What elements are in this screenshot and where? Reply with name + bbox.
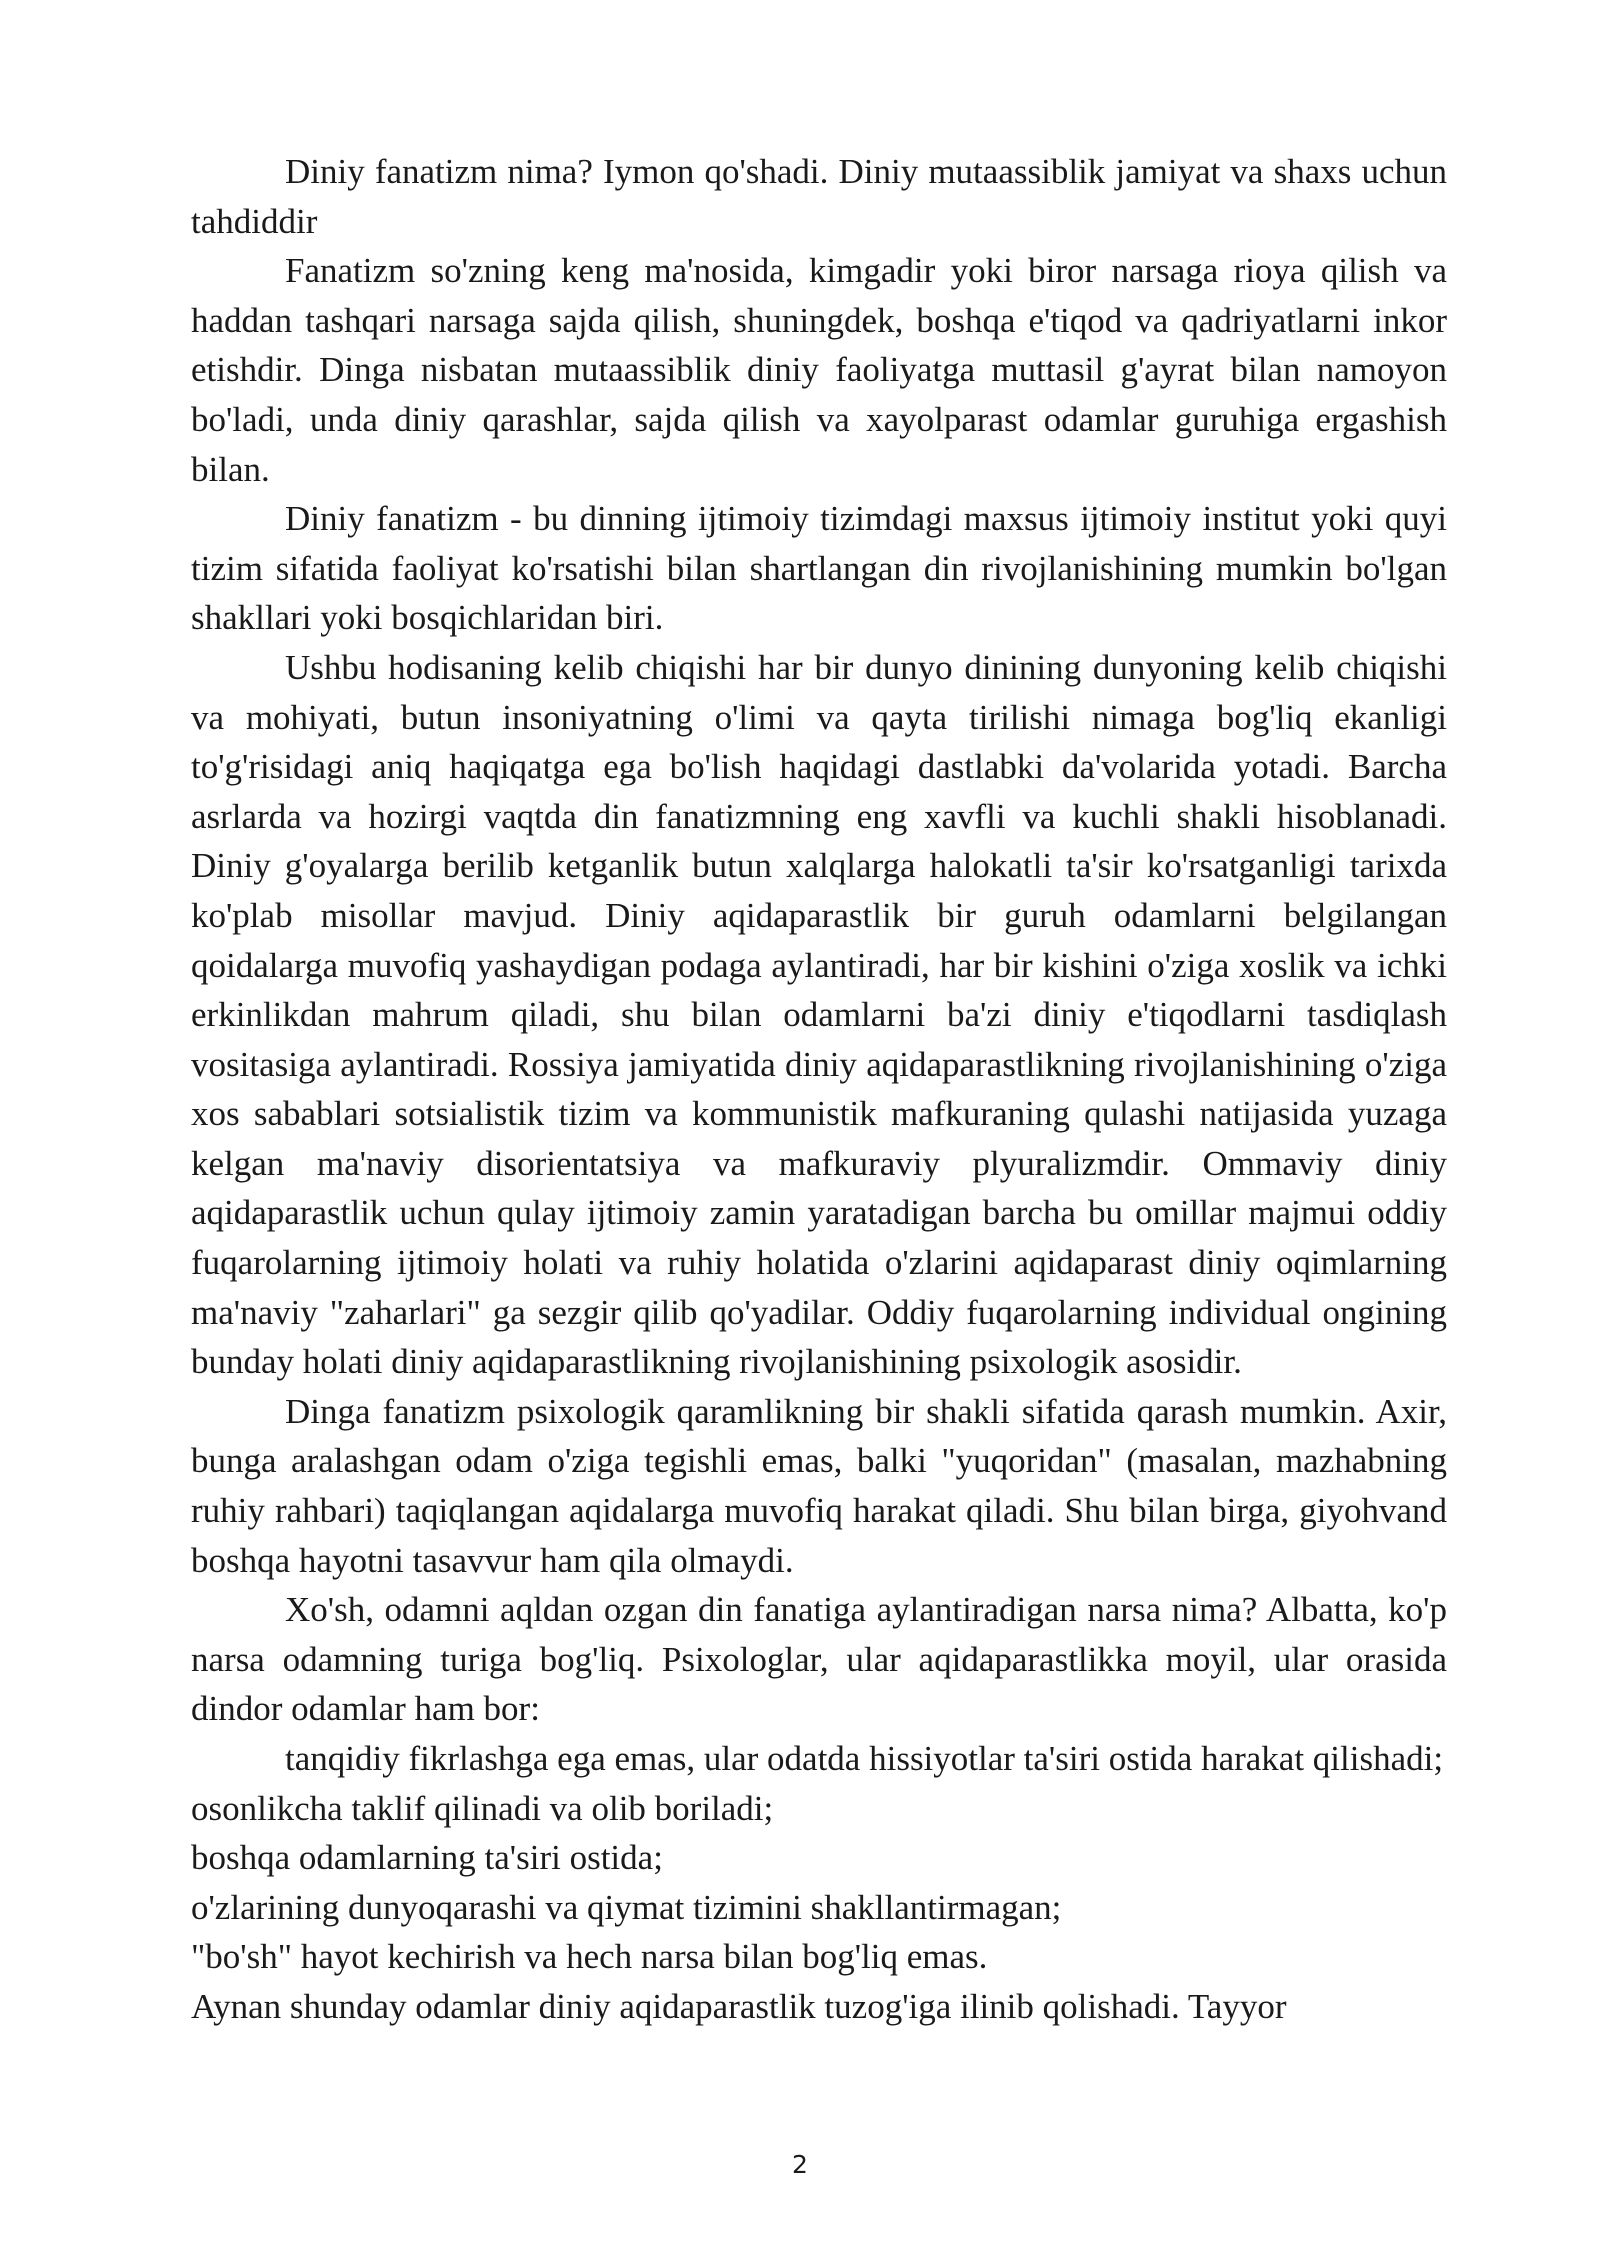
list-item: osonlikcha taklif qilinadi va olib boriladi; [191, 1788, 774, 1828]
paragraph: Diniy fanatizm - bu dinning ijtimoiy tizimdagi maxsus ijtimoiy institut yoki quyi tizim sifatida faoliyat ko'rsatishi bilan shartlangan din rivojlanishining mumkin bo'lgan shakllari yoki bosqichlaridan biri. [191, 499, 1447, 638]
list-item: tanqidiy fikrlashga ega emas, ular odatda hissiyotlar ta'siri ostida harakat qilishadi; [285, 1739, 1444, 1778]
paragraph-title: Diniy fanatizm nima? Iymon qo'shadi. Diniy mutaassiblik jamiyat va shaxs uchun tahdiddir [191, 152, 1447, 241]
paragraph: Xo'sh, odamni aqldan ozgan din fanatiga aylantiradigan narsa nima? Albatta, ko'p narsa odamning turiga bog'liq. Psixologlar, ular aqidaparastlikka moyil, ular orasida dindor odamlar ham bor: [191, 1590, 1447, 1729]
list-item: "bo'sh" hayot kechirish va hech narsa bilan bog'liq emas. [191, 1937, 988, 1977]
document-body [191, 147, 1447, 2032]
page-number: 2 [792, 2150, 808, 2179]
paragraph: Ushbu hodisaning kelib chiqishi har bir dunyo dinining dunyoning kelib chiqishi va mohiyati, butun insoniyatning o'limi va qayta tirilishi nimaga bog'liq ekanligi to'g'risidagi aniq haqiqatga ega bo'lish haqidagi dastlabki da'volarida yotadi. Barcha asrlarda va hozirgi vaqtda din fanatizmning eng xavfli va kuchli shakli hisoblanadi. Diniy g'oyalarga berilib ketganlik butun xalqlarga halokatli ta'sir ko'rsatganligi tarixda ko'plab misollar mavjud. Diniy aqidaparastlik bir guruh odamlarni belgilangan qoidalarga muvofiq yashaydigan podaga aylantiradi, har bir kishini o'ziga xoslik va ichki erkinlikdan mahrum qiladi, shu bilan odamlarni ba'zi diniy e'tiqodlarni tasdiqlash vositasiga aylantiradi. Rossiya jamiyatida diniy aqidaparastlikning rivojlanishining o'ziga xos sabablari sotsialistik tizim va kommunistik mafkuraning qulashi natijasida yuzaga kelgan ma'naviy disorientatsiya va mafkuraviy plyuralizmdir. Ommaviy diniy aqidaparastlik uchun qulay ijtimoiy zamin yaratadigan barcha bu omillar majmui oddiy fuqarolarning ijtimoiy holati va ruhiy holatida o'zlarini aqidaparast diniy oqimlarning ma'naviy "zaharlari" ga sezgir qilib qo'yadilar. Oddiy fuqarolarning individual ongining bunday holati diniy aqidaparastlikning rivojlanishining psixologik asosidir. [191, 647, 1447, 1382]
paragraph: Dinga fanatizm psixologik qaramlikning bir shakli sifatida qarash mumkin. Axir, bunga aralashgan odam o'ziga tegishli emas, balki "yuqoridan" (masalan, mazhabning ruhiy rahbari) taqiqlangan aqidalarga muvofiq harakat qiladi. Shu bilan birga, giyohvand boshqa hayotni tasavvur ham qila olmaydi. [191, 1391, 1447, 1580]
paragraph: Fanatizm so'zning keng ma'nosida, kimgadir yoki biror narsaga rioya qilish va haddan tashqari narsaga sajda qilish, shuningdek, boshqa e'tiqod va qadriyatlarni inkor etishdir. Dinga nisbatan mutaassiblik diniy faoliyatga muttasil g'ayrat bilan namoyon bo'ladi, unda diniy qarashlar, sajda qilish va xayolparast odamlar guruhiga ergashish bilan. [191, 251, 1447, 489]
list-item: boshqa odamlarning ta'siri ostida; [191, 1838, 663, 1878]
closing-line: Aynan shunday odamlar diniy aqidaparastlik tuzog'iga ilinib qolishadi. Tayyor [191, 1986, 1287, 2026]
list-item: o'zlarining dunyoqarashi va qiymat tizimini shakllantirmagan; [191, 1887, 1062, 1927]
